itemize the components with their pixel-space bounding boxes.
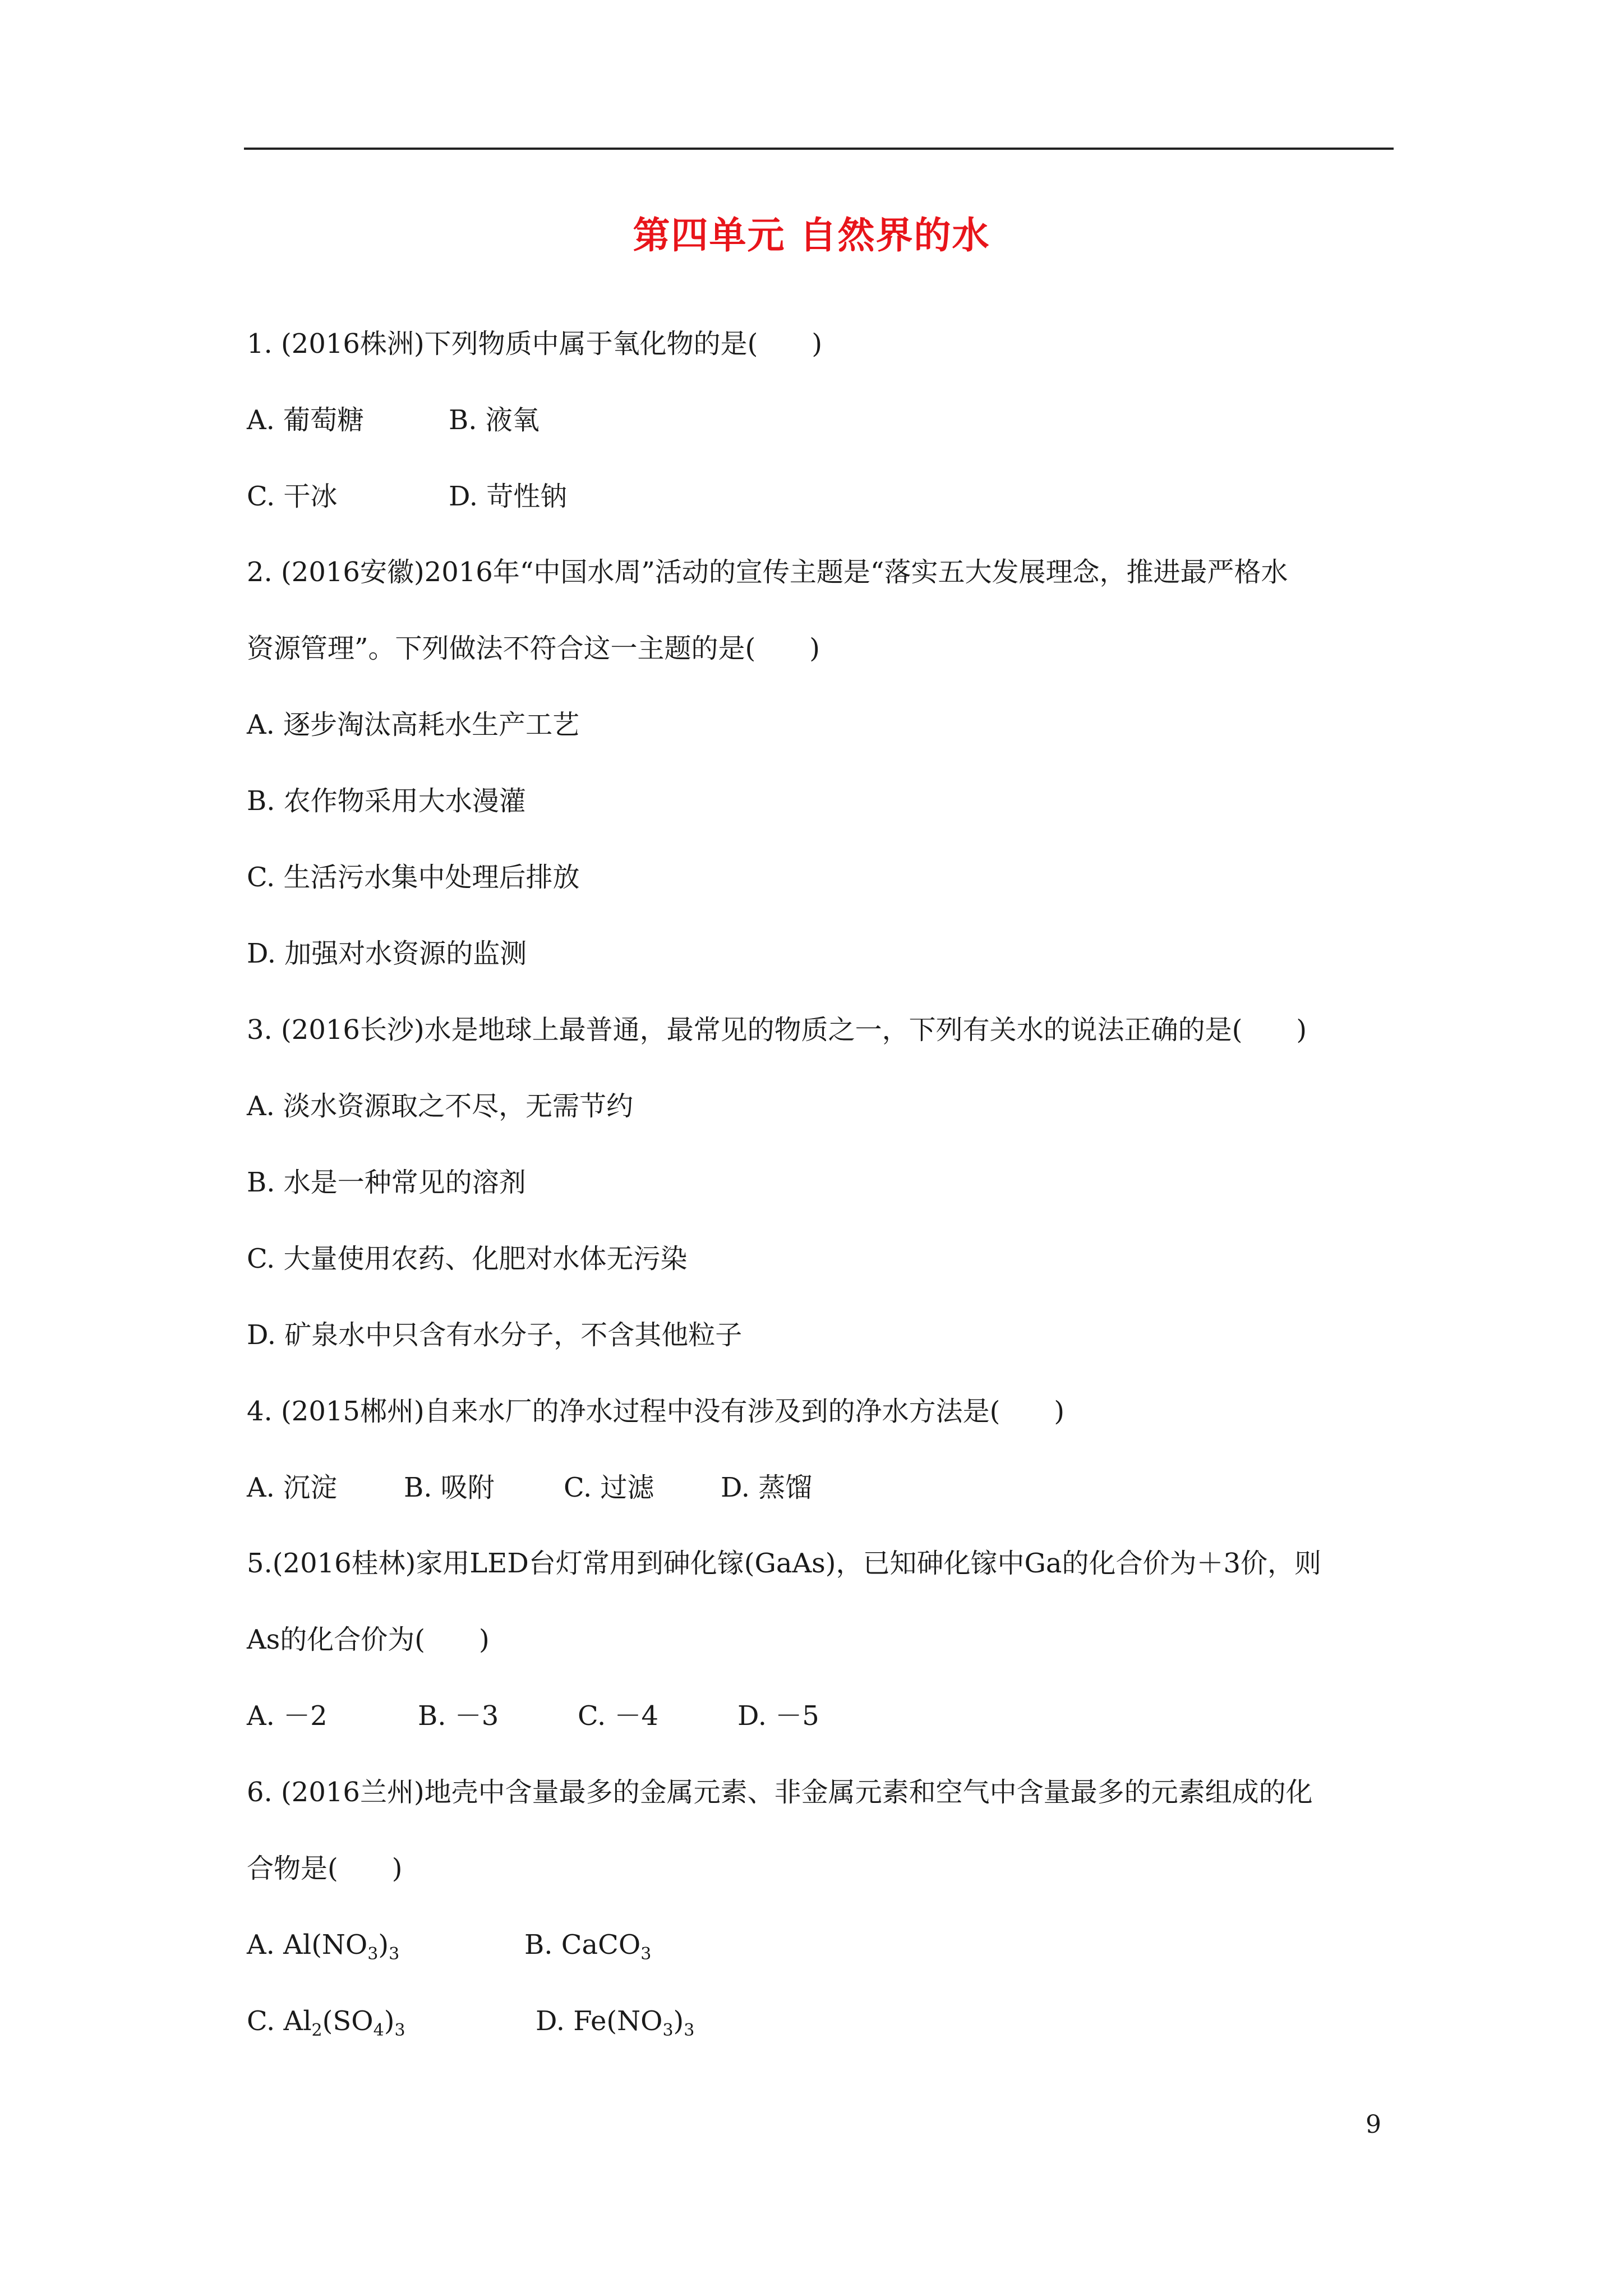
question-5-stem-line-1: 5.(2016桂林)家用LED台灯常用到砷化镓(GaAs)，已知砷化镓中Ga的化合价为＋3价，则 [247, 1548, 1322, 1579]
question-5-option-a: A. －2 [247, 1700, 328, 1732]
question-6-stem-line-1: 6. (2016兰州)地壳中含量最多的金属元素、非金属元素和空气中含量最多的元素组成的化 [247, 1777, 1313, 1808]
question-2-option-a: A. 逐步淘汰高耗水生产工艺 [247, 709, 580, 740]
question-2-stem-line-2: 资源管理”。下列做法不符合这一主题的是( ) [247, 633, 820, 664]
question-3-option-d: D. 矿泉水中只含有水分子，不含其他粒子 [247, 1319, 743, 1351]
question-5-option-c: C. －4 [578, 1700, 659, 1732]
question-2-option-c: C. 生活污水集中处理后排放 [247, 862, 580, 893]
question-6-stem-line-2: 合物是( ) [247, 1853, 403, 1884]
question-5-options-row [247, 1699, 1396, 1733]
question-3-option-b: B. 水是一种常见的溶剂 [247, 1167, 526, 1198]
question-3-option-a: A. 淡水资源取之不尽，无需节约 [247, 1091, 634, 1122]
question-5-option-b: B. －3 [418, 1700, 499, 1732]
page-title: 第四单元 自然界的水 [633, 214, 990, 257]
question-6-options-row-1 [247, 1928, 1396, 1962]
question-4-option-a: A. 沉淀 [247, 1472, 338, 1503]
question-5-option-d: D. －5 [737, 1700, 819, 1732]
question-1-option-b: B. 液氧 [449, 404, 540, 436]
question-6-option-d: D. $Fe(NO_3)_3$ [536, 2005, 695, 2040]
question-2-stem-line-1: 2. (2016安徽)2016年“中国水周”活动的宣传主题是“落实五大发展理念，推进最严格水 [247, 556, 1288, 588]
question-4-option-d: D. 蒸馏 [721, 1472, 813, 1503]
question-2-option-b: B. 农作物采用大水漫灌 [247, 785, 526, 817]
question-6-option-a: A. $Al(NO_3)_3$ [247, 1929, 400, 1964]
question-6-options-row-2 [247, 2004, 1396, 2038]
question-5-stem-line-2: As的化合价为( ) [247, 1624, 490, 1655]
page-number: 9 [1366, 2110, 1381, 2139]
question-4-options-row [247, 1471, 1396, 1504]
question-1-option-a: A. 葡萄糖 [247, 404, 365, 436]
question-1-options-row-2 [247, 480, 1396, 513]
header-rule [244, 148, 1394, 150]
question-1-option-d: D. 苛性钠 [449, 481, 568, 512]
question-4-option-b: B. 吸附 [404, 1472, 495, 1503]
question-1-option-c: C. 干冰 [247, 481, 338, 512]
question-4-option-c: C. 过滤 [564, 1472, 654, 1503]
question-6-option-b: B. CaCO$_3$ [524, 1929, 652, 1964]
question-6-option-c: C. $Al_2(SO_4)_3$ [247, 2005, 405, 2040]
question-1-stem: 1. (2016株洲)下列物质中属于氧化物的是( ) [247, 328, 823, 360]
question-4-stem: 4. (2015郴州)自来水厂的净水过程中没有涉及到的净水方法是( ) [247, 1396, 1065, 1427]
question-3-stem: 3. (2016长沙)水是地球上最普通，最常见的物质之一，下列有关水的说法正确的是( ) [247, 1014, 1307, 1046]
question-1-options-row-1 [247, 403, 1396, 437]
question-2-option-d: D. 加强对水资源的监测 [247, 938, 527, 969]
question-3-option-c: C. 大量使用农药、化肥对水体无污染 [247, 1243, 688, 1274]
